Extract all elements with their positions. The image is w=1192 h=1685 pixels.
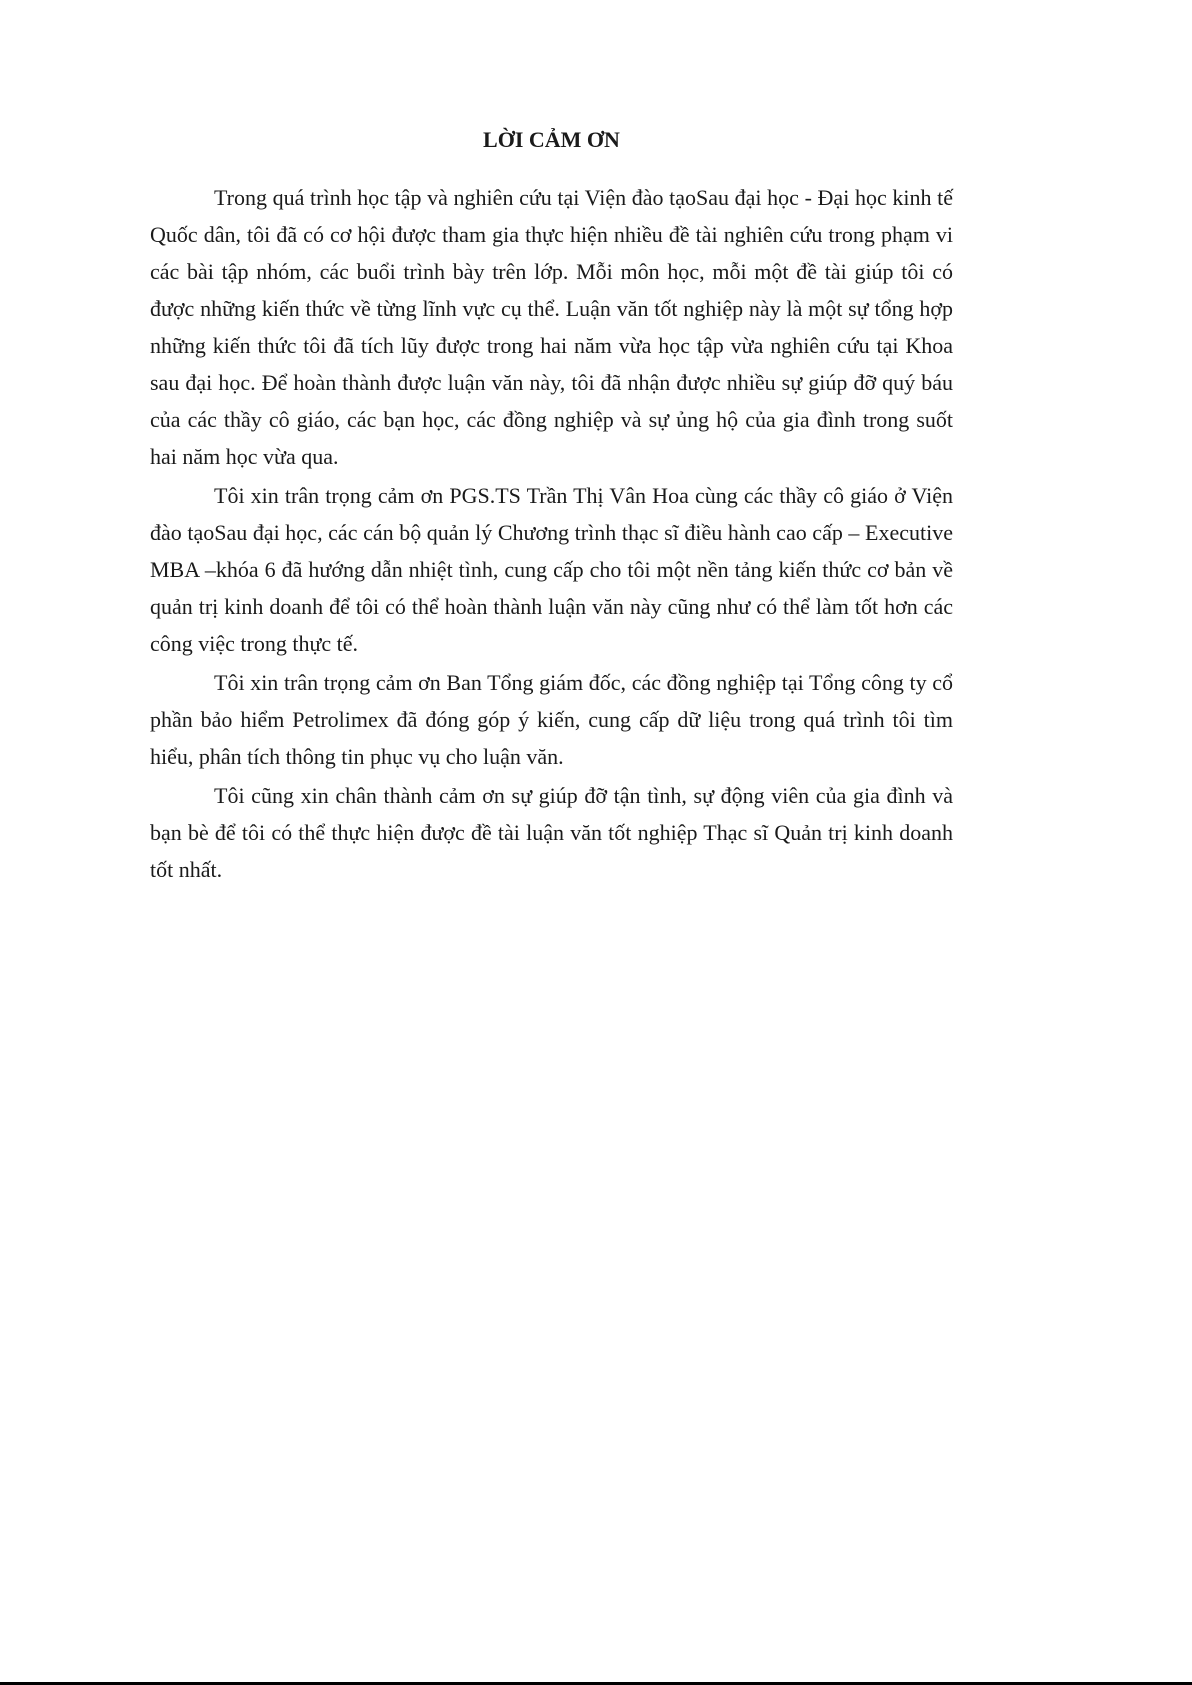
paragraph-2: Tôi xin trân trọng cảm ơn PGS.TS Trần Thị Vân Hoa cùng các thầy cô giáo ở Viện đào tạoSau đại học, các cán bộ quản lý Chương trình thạc sĩ điều hành cao cấp – Executive MBA –khóa 6 đã hướng dẫn nhiệt tình, cung cấp cho tôi một nền tảng kiến thức cơ bản về quản trị kinh doanh để tôi có thể hoàn thành luận văn này cũng như có thể làm tốt hơn các công việc trong thực tế.	[150, 483, 953, 656]
acknowledgement-section	[150, 120, 953, 890]
paragraph-1: Trong quá trình học tập và nghiên cứu tại Viện đào tạoSau đại học - Đại học kinh tế Quốc dân, tôi đã có cơ hội được tham gia thực hiện nhiều đề tài nghiên cứu trong phạm vi các bài tập nhóm, các buổi trình bày trên lớp. Mỗi môn học, mỗi một đề tài giúp tôi có được những kiến thức về từng lĩnh vực cụ thể. Luận văn tốt nghiệp này là một sự tổng hợp những kiến thức tôi đã tích lũy được trong hai năm vừa học tập vừa nghiên cứu tại Khoa sau đại học. Để hoàn thành được luận văn này, tôi đã nhận được nhiều sự giúp đỡ quý báu của các thầy cô giáo, các bạn học, các đồng nghiệp và sự ủng hộ của gia đình trong suốt hai năm học vừa qua.	[150, 185, 953, 469]
paragraph-4: Tôi cũng xin chân thành cảm ơn sự giúp đỡ tận tình, sự động viên của gia đình và bạn bè để tôi có thể thực hiện được đề tài luận văn tốt nghiệp Thạc sĩ Quản trị kinh doanh tốt nhất.	[150, 783, 953, 882]
page-title: LỜI CẢM ƠN	[483, 127, 620, 152]
paragraph-3: Tôi xin trân trọng cảm ơn Ban Tổng giám đốc, các đồng nghiệp tại Tổng công ty cổ phần bảo hiểm Petrolimex đã đóng góp ý kiến, cung cấp dữ liệu trong quá trình tôi tìm hiểu, phân tích thông tin phục vụ cho luận văn.	[150, 670, 953, 769]
